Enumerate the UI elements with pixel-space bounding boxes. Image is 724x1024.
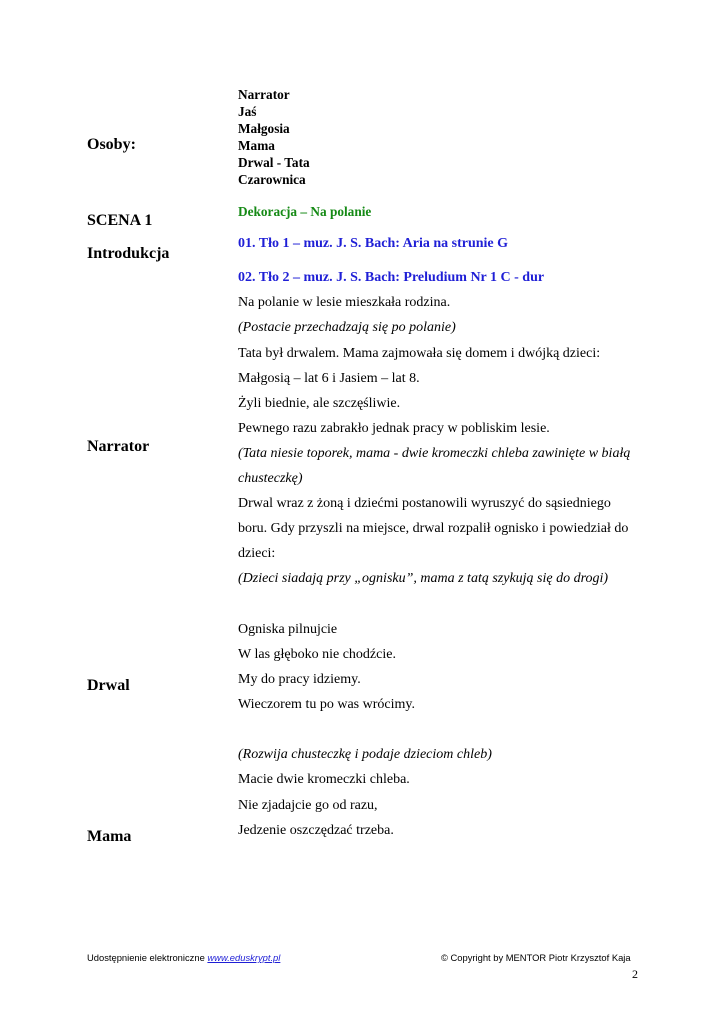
character-name: Jaś <box>238 104 257 119</box>
footer-copyright: © Copyright by MENTOR Piotr Krzysztof Kaja <box>441 952 631 963</box>
decoration-note: Dekoracja – Na polanie <box>238 204 372 219</box>
mama-line: Nie zjadajcie go od razu, <box>238 798 378 813</box>
music-track-2: 02. Tło 2 – muz. J. S. Bach: Preludium Nr 1 C - dur <box>238 270 545 285</box>
characters-heading: Osoby: <box>87 136 136 153</box>
stage-direction: (Dzieci siadają przy „ognisku”, mama z tatą szykują się do drogi) <box>238 571 609 586</box>
character-name: Małgosia <box>238 121 290 136</box>
page-number: 2 <box>632 967 638 981</box>
footer-share <box>87 952 280 963</box>
drwal-line: W las głęboko nie chodźcie. <box>238 647 396 662</box>
footer-share-text: Udostępnienie elektroniczne <box>87 952 205 963</box>
character-name: Drwal - Tata <box>238 155 310 170</box>
music-track-1: 01. Tło 1 – muz. J. S. Bach: Aria na strunie G <box>238 236 509 251</box>
stage-direction: (Postacie przechadzają się po polanie) <box>238 320 456 335</box>
scene-heading: SCENA 1 <box>87 212 153 229</box>
character-name: Mama <box>238 138 275 153</box>
narrator-line: boru. Gdy przyszli na miejsce, drwal rozpalił ognisko i powiedział do <box>238 521 629 536</box>
characters-list <box>238 86 310 188</box>
character-name: Narrator <box>238 87 290 102</box>
drwal-label: Drwal <box>87 677 130 694</box>
drwal-line: Wieczorem tu po was wrócimy. <box>238 697 415 712</box>
narrator-label: Narrator <box>87 438 150 455</box>
drwal-line: My do pracy idziemy. <box>238 672 361 687</box>
narrator-line: Pewnego razu zabrakło jednak pracy w pobliskim lesie. <box>238 421 550 436</box>
mama-line: Jedzenie oszczędzać trzeba. <box>238 823 394 838</box>
narrator-line: Drwal wraz z żoną i dziećmi postanowili wyruszyć do sąsiedniego <box>238 496 611 511</box>
narrator-line: Tata był drwalem. Mama zajmowała się domem i dwójką dzieci: <box>238 346 601 361</box>
narrator-line: Żyli biednie, ale szczęśliwie. <box>238 396 401 411</box>
stage-direction: chusteczkę) <box>238 471 303 486</box>
footer-link[interactable]: www.eduskrypt.pl <box>207 952 281 963</box>
stage-direction: (Rozwija chusteczkę i podaje dzieciom chleb) <box>238 747 492 762</box>
character-name: Czarownica <box>238 172 306 187</box>
mama-line: Macie dwie kromeczki chleba. <box>238 772 410 787</box>
narrator-line: dzieci: <box>238 546 276 561</box>
mama-label: Mama <box>87 828 132 845</box>
stage-direction: (Tata niesie toporek, mama - dwie kromeczki chleba zawinięte w białą <box>238 446 631 461</box>
narrator-line: Małgosią – lat 6 i Jasiem – lat 8. <box>238 371 420 386</box>
intro-heading: Introdukcja <box>87 245 170 262</box>
drwal-line: Ogniska pilnujcie <box>238 622 338 637</box>
narrator-line: Na polanie w lesie mieszkała rodzina. <box>238 295 451 310</box>
